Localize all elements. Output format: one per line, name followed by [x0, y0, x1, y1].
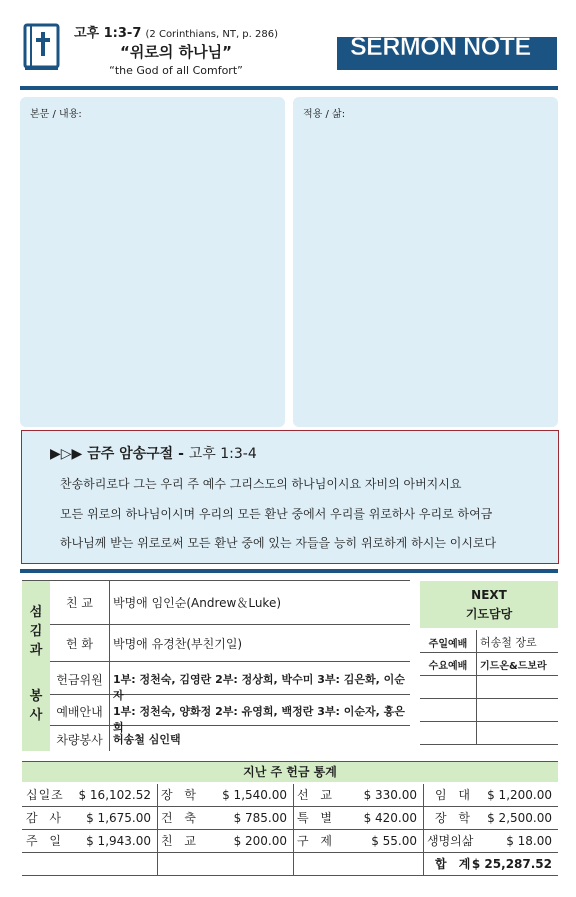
offering-amount: $ 1,540.00: [222, 788, 287, 802]
offering-amount: $ 420.00: [363, 811, 417, 825]
offering-amount: $ 55.00: [371, 834, 417, 848]
service-column-divider: [109, 581, 110, 751]
offering-amount: $ 1,200.00: [487, 788, 552, 802]
offering-cell: [423, 807, 558, 830]
service-row: [50, 726, 410, 751]
memory-verse-line: 찬송하리로다 그는 우리 주 예수 그리스도의 하나님이시요 자비의 아버지시요: [60, 477, 462, 491]
content-notes-area[interactable]: [20, 97, 285, 427]
content-notes-label: 본문 / 내용:: [30, 109, 82, 120]
sermon-note-title: SERMON NOTE: [350, 33, 531, 61]
offering-label: 선 교: [297, 788, 336, 802]
offering-cell: [293, 784, 423, 807]
service-value: 1부: 정천숙, 양화정 2부: 유영희, 백정란 3부: 이순자, 홍은희: [113, 705, 405, 734]
application-notes-label: 적용 / 삶:: [303, 109, 346, 120]
offering-label: 주 일: [26, 834, 65, 848]
offering-amount: $ 785.00: [233, 811, 287, 825]
next-prayer-subtitle: 기도담당: [465, 607, 513, 621]
offering-column-divider: [293, 784, 294, 807]
service-key: 친 교: [66, 596, 93, 610]
offering-label: 구 제: [297, 834, 336, 848]
next-prayer-header: [420, 581, 558, 628]
reference-main: 고후 1:3-7: [74, 26, 142, 41]
next-prayer-value: 허송철 장로: [480, 636, 537, 649]
scripture-reference: [0, 22, 352, 41]
memory-verse-reference: 고후 1:3-4: [188, 446, 257, 462]
offering-row: [22, 807, 558, 830]
service-key: 헌금위원: [56, 673, 103, 687]
memory-verse-line: 하나님께 받는 위로로써 모든 환난 중에 있는 자들을 능히 위로하게 하시는 이시로다: [60, 536, 497, 550]
offering-row: [22, 784, 558, 807]
service-key: 예배안내: [56, 705, 103, 719]
offering-label: 감 사: [26, 811, 65, 825]
side-char: 과: [29, 643, 43, 658]
memory-verse-heading: [50, 443, 257, 463]
next-prayer-key: 주일예배: [428, 639, 468, 650]
next-prayer-row: [420, 653, 558, 676]
offering-label: 십일조: [26, 788, 64, 802]
memory-verse-line: 모든 위로의 하나님이시며 우리의 모든 환난 중에서 우리를 위로하사 우리로 하여금: [60, 507, 493, 521]
offering-column-divider: [423, 830, 424, 853]
offering-total-amount: $ 25,287.52: [471, 857, 552, 871]
offering-cell: [157, 830, 293, 853]
service-value: 박명애 임인순(Andrew＆Luke): [113, 596, 282, 610]
service-value: 허송철 심인택: [113, 733, 181, 746]
service-side-label: [22, 581, 50, 751]
offering-column-divider: [423, 807, 424, 830]
offering-label: 장 학: [435, 811, 474, 825]
next-prayer-value: 기드온&드보라: [480, 661, 547, 672]
offering-column-divider: [423, 853, 424, 876]
offering-amount: $ 18.00: [506, 834, 552, 848]
service-value: 1부: 정천숙, 김영란 2부: 정상희, 박수미 3부: 김은화, 이순자: [113, 673, 405, 702]
next-prayer-row: [420, 699, 558, 722]
offering-amount: $ 1,943.00: [86, 834, 151, 848]
side-char: 섬: [29, 605, 43, 620]
offering-amount: $ 1,675.00: [86, 811, 151, 825]
offering-cell: [22, 784, 157, 807]
application-notes-area[interactable]: [293, 97, 558, 427]
offering-label: 건 축: [161, 811, 200, 825]
offering-column-divider: [293, 830, 294, 853]
side-char: 김: [29, 624, 43, 639]
sermon-subtitle: “the God of all Comfort”: [109, 64, 243, 77]
offering-cell: [22, 807, 157, 830]
offering-column-divider: [293, 807, 294, 830]
offering-column-divider: [157, 830, 158, 853]
offering-amount: $ 200.00: [233, 834, 287, 848]
next-prayer-key: 수요예배: [428, 661, 468, 672]
offering-label: 특 별: [297, 811, 336, 825]
service-row: [50, 695, 410, 734]
offering-header: 지난 주 헌금 통계: [22, 761, 558, 782]
offering-cell: [423, 784, 558, 807]
offering-amount: $ 2,500.00: [487, 811, 552, 825]
offering-label: 생명의삶: [427, 834, 474, 848]
next-prayer-row: [420, 630, 558, 653]
memory-verse-box: [21, 430, 559, 564]
side-char: 사: [29, 708, 43, 723]
service-row: [50, 581, 410, 625]
service-row: [50, 662, 410, 702]
offering-cell: [157, 807, 293, 830]
offering-cell: [293, 807, 423, 830]
middle-divider: [20, 569, 558, 573]
offering-column-divider: [293, 853, 294, 876]
offering-column-divider: [157, 807, 158, 830]
offering-label: 친 교: [161, 834, 200, 848]
offering-cell: [22, 830, 157, 853]
offering-total-label: 합 계: [435, 857, 475, 871]
next-prayer-row: [420, 722, 558, 745]
top-divider: [20, 86, 558, 90]
offering-amount: $ 330.00: [363, 788, 417, 802]
offering-column-divider: [423, 784, 424, 807]
offering-label: 임 대: [435, 788, 474, 802]
side-char: 봉: [29, 689, 43, 704]
offering-label: 장 학: [161, 788, 200, 802]
next-prayer-column-divider: [476, 630, 477, 745]
offering-cell: [423, 830, 558, 853]
offering-column-divider: [157, 784, 158, 807]
service-row: [50, 625, 410, 662]
offering-column-divider: [157, 853, 158, 876]
memory-verse-title: 금주 암송구절 -: [87, 446, 184, 462]
offering-total-row: [22, 853, 558, 876]
sermon-title: “위로의 하나님”: [120, 43, 232, 61]
next-prayer-title: NEXT: [471, 588, 507, 602]
service-value: 박명애 유경찬(부친기일): [113, 637, 243, 651]
reference-sub: (2 Corinthians, NT, p. 286): [145, 29, 278, 40]
service-key: 차량봉사: [56, 733, 103, 747]
service-key: 헌 화: [66, 637, 93, 651]
offering-total-cell: [423, 853, 558, 876]
offering-cell: [293, 830, 423, 853]
offering-amount: $ 16,102.52: [78, 788, 151, 802]
next-prayer-row: [420, 676, 558, 699]
play-marker-icon: ▶▷▶: [50, 446, 83, 462]
offering-cell: [157, 784, 293, 807]
offering-row: [22, 830, 558, 853]
